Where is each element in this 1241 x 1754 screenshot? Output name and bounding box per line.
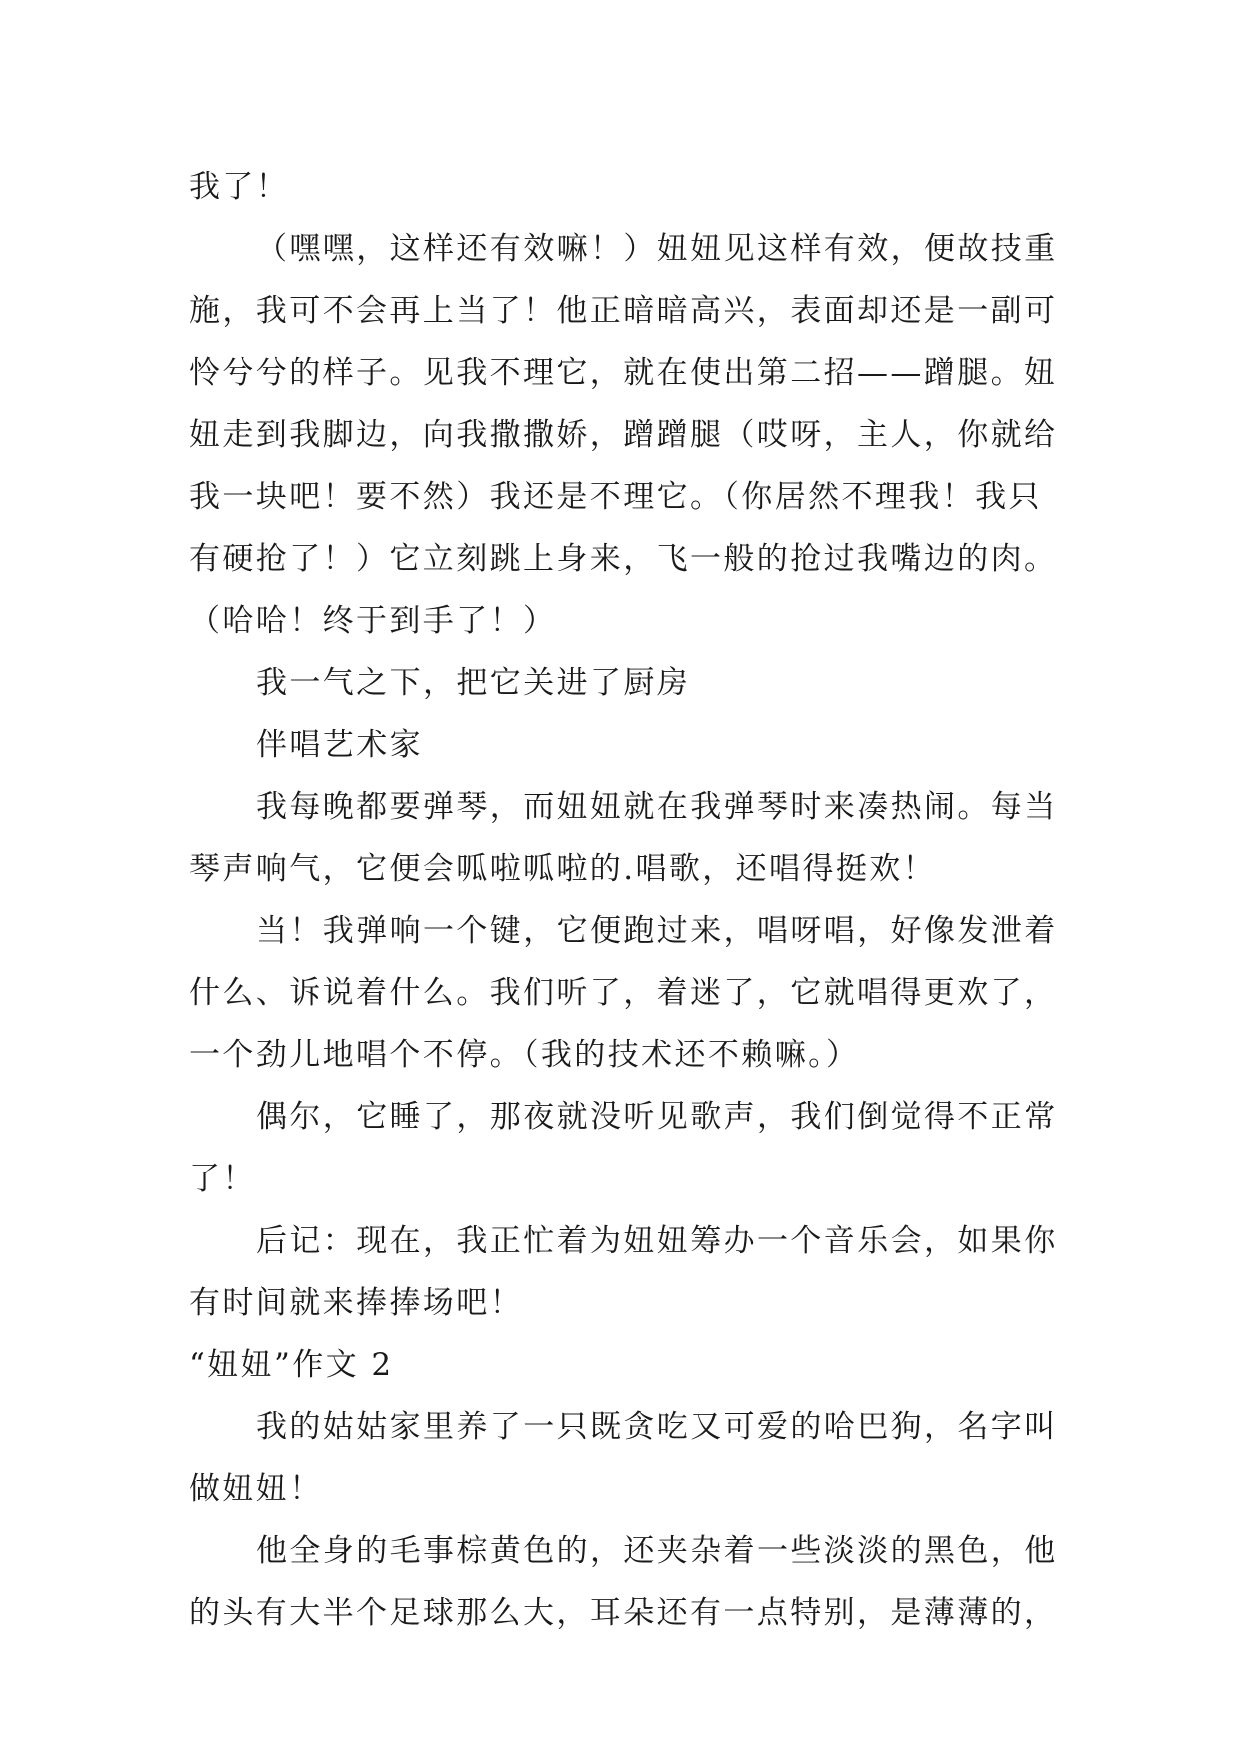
paragraph: 我一气之下，把它关进了厨房 [256, 665, 691, 701]
document-body [189, 156, 1069, 1644]
paragraph: 我每晚都要弹琴，而妞妞就在我弹琴时来凑热闹。每当琴声响气，它便会呱啦呱啦的.唱歌，还唱得挺欢！ [189, 789, 1058, 887]
paragraph: 我的姑姑家里养了一只既贪吃又可爱的哈巴狗，名字叫做妞妞！ [189, 1409, 1058, 1507]
paragraph: 后记：现在，我正忙着为妞妞筹办一个音乐会，如果你有时间就来捧捧场吧！ [189, 1223, 1058, 1321]
paragraph: （嘿嘿，这样还有效嘛！）妞妞见这样有效，便故技重施，我可不会再上当了！他正暗暗高兴，表面却还是一副可怜兮兮的样子。见我不理它，就在使出第二招——蹭腿。妞妞走到我脚边，向我撒撒娇，蹭蹭腿（哎呀，主人，你就给我一块吧！要不然）我还是不理它。（你居然不理我！我只有硬抢了！）它立刻跳上身来，飞一般的抢过我嘴边的肉。（哈哈！终于到手了！） [189, 231, 1058, 639]
essay-heading: “妞妞”作文 2 [189, 1347, 394, 1383]
paragraph: 他全身的毛事棕黄色的，还夹杂着一些淡淡的黑色，他的头有大半个足球那么大，耳朵还有一点特别，是薄薄的， [189, 1533, 1058, 1631]
paragraph-continuation: 我了！ [189, 169, 290, 205]
paragraph: 偶尔，它睡了，那夜就没听见歌声，我们倒觉得不正常了！ [189, 1099, 1058, 1197]
section-subtitle: 伴唱艺术家 [256, 727, 423, 763]
paragraph: 当！我弹响一个键，它便跑过来，唱呀唱，好像发泄着什么、诉说着什么。我们听了，着迷了，它就唱得更欢了，一个劲儿地唱个不停。（我的技术还不赖嘛。） [189, 913, 1058, 1073]
